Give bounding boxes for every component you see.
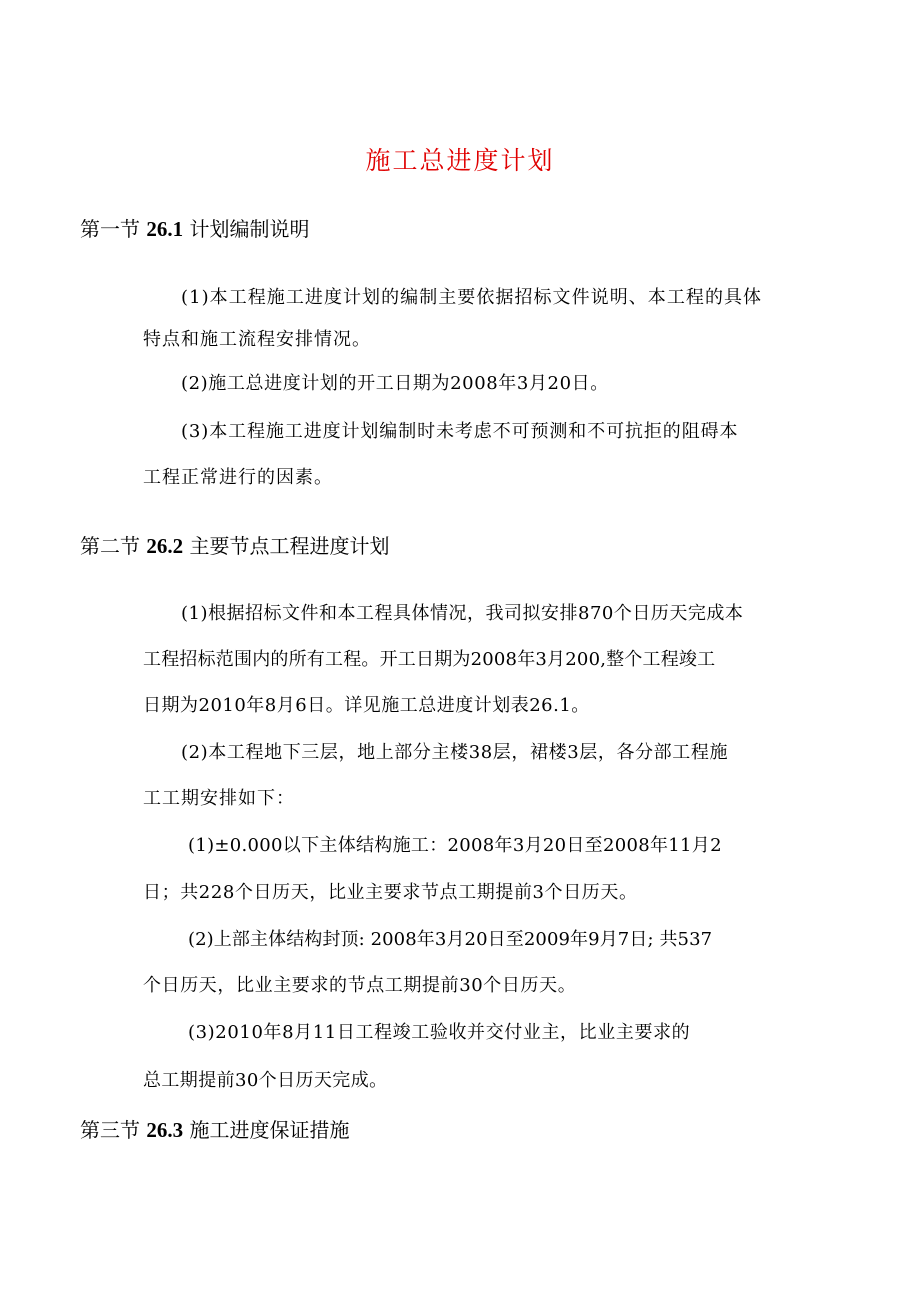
paragraph-line: (1)本工程施工进度计划的编制主要依据招标文件说明、本工程的具体 [181, 287, 763, 308]
section-prefix: 第一节 [80, 217, 140, 241]
paragraph-line: (2)本工程地下三层，地上部分主楼38层，裙楼3层，各分部工程施 [181, 742, 729, 763]
section-title: 施工进度保证措施 [189, 1118, 350, 1142]
section-number: 26.3 [146, 1118, 184, 1142]
section-heading-3 [80, 1116, 349, 1144]
paragraph-line: 工程正常进行的因素。 [143, 467, 333, 488]
paragraph-line: (3)本工程施工进度计划编制时未考虑不可预测和不可抗拒的阻碍本 [181, 421, 739, 442]
paragraph-line: 工工期安排如下： [143, 788, 295, 809]
paragraph-line: (3)2010年8月11日工程竣工验收并交付业主，比业主要求的 [188, 1022, 691, 1043]
section-number: 26.1 [146, 217, 184, 241]
paragraph-line: (2)施工总进度计划的开工日期为2008年3月20日。 [181, 373, 609, 394]
section-number: 26.2 [146, 534, 184, 558]
paragraph-line: (1)±0.000以下主体结构施工：2008年3月20日至2008年11月2 [188, 835, 722, 856]
paragraph-line: 日；共228个日历天，比业主要求节点工期提前3个日历天。 [143, 882, 638, 903]
section-title: 主要节点工程进度计划 [189, 534, 390, 558]
paragraph-line: (1)根据招标文件和本工程具体情况，我司拟安排870个日历天完成本 [181, 603, 744, 624]
paragraph-line: 总工期提前30个日历天完成。 [143, 1070, 388, 1091]
paragraph-line: (2)上部主体结构封顶: 2008年3月20日至2009年9月7日; 共537 [188, 929, 713, 950]
section-heading-2 [80, 532, 389, 560]
paragraph-line: 工程招标范围内的所有工程。开工日期为2008年3月200,整个工程竣工 [143, 649, 716, 670]
paragraph-line: 特点和施工流程安排情况。 [143, 329, 371, 350]
page-title: 施工总进度计划 [365, 146, 555, 175]
paragraph-line: 日期为2010年8月6日。详见施工总进度计划表26.1。 [143, 695, 590, 716]
paragraph-line: 个日历天，比业主要求的节点工期提前30个日历天。 [143, 975, 577, 996]
section-title: 计划编制说明 [189, 217, 310, 241]
section-prefix: 第二节 [80, 534, 140, 558]
section-prefix: 第三节 [80, 1118, 140, 1142]
section-heading-1 [80, 215, 309, 243]
